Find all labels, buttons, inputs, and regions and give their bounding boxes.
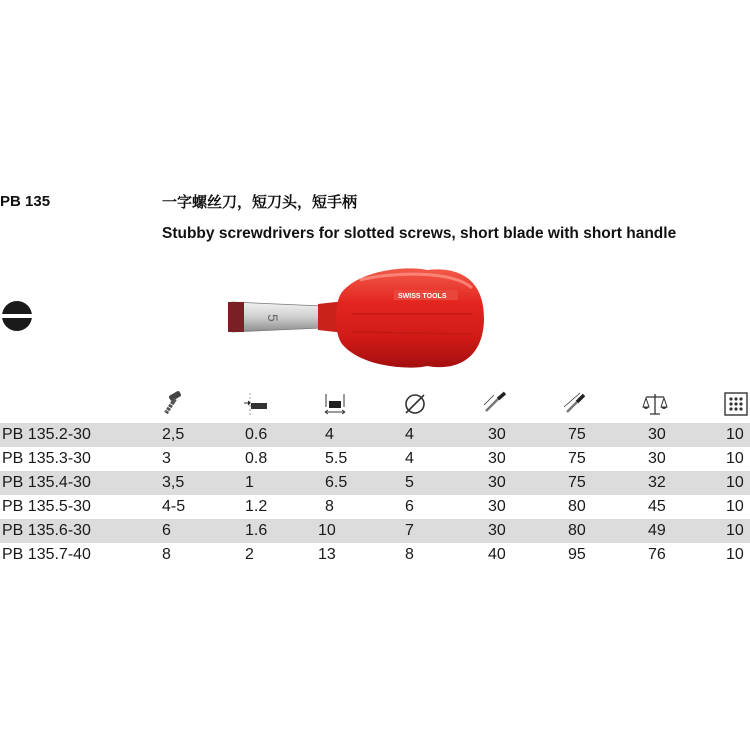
- screw-size: 3: [162, 450, 171, 467]
- screw-size: 2,5: [162, 426, 185, 443]
- blade-length: 30: [488, 522, 506, 539]
- blade-marking-text: 5: [265, 314, 281, 322]
- table-row: [0, 471, 750, 495]
- screw-size: 3,5: [162, 474, 185, 491]
- blade-thickness: 0.6: [245, 426, 268, 443]
- title-english: Stubby screwdrivers for slotted screws, short blade with short handle: [162, 225, 677, 242]
- article-number: PB 135.4-30: [2, 474, 91, 491]
- blade-length: 30: [488, 498, 506, 515]
- package-quantity: 10: [726, 474, 744, 491]
- table-row: [0, 543, 750, 567]
- weight: 45: [648, 498, 666, 515]
- diameter: 8: [405, 546, 414, 563]
- diameter: 5: [405, 474, 414, 491]
- weight: 49: [648, 522, 666, 539]
- diameter: 6: [405, 498, 414, 515]
- handle-brand-text: SWISS TOOLS: [398, 293, 447, 300]
- overall-length: 80: [568, 498, 586, 515]
- overall-length: 75: [568, 426, 586, 443]
- blade-length: 30: [488, 426, 506, 443]
- weight: 30: [648, 450, 666, 467]
- diameter-icon: [402, 391, 428, 417]
- screw-size: 4-5: [162, 498, 186, 515]
- title-chinese: 一字螺丝刀，短刀头，短手柄: [162, 193, 358, 211]
- blade-thickness: 1: [245, 474, 254, 491]
- article-number: PB 135.6-30: [2, 522, 91, 539]
- screw-icon: [160, 391, 186, 417]
- article-number: PB 135.7-40: [2, 546, 91, 563]
- package-quantity: 10: [726, 426, 744, 443]
- product-code: PB 135: [0, 193, 51, 210]
- weight: 30: [648, 426, 666, 443]
- blade-width: 8: [325, 498, 334, 515]
- table-row: [0, 423, 750, 447]
- package-quantity-icon: [723, 391, 749, 417]
- screw-size: 8: [162, 546, 171, 563]
- weight-scale-icon: [642, 391, 668, 417]
- table-row: [0, 519, 750, 543]
- screwdriver-image: [222, 262, 492, 374]
- package-quantity: 10: [726, 546, 744, 563]
- blade-length-icon: [482, 391, 508, 417]
- blade-length: 40: [488, 546, 506, 563]
- blade-length: 30: [488, 450, 506, 467]
- diameter: 4: [405, 450, 414, 467]
- article-number: PB 135.5-30: [2, 498, 91, 515]
- overall-length: 75: [568, 474, 586, 491]
- article-number: PB 135.3-30: [2, 450, 91, 467]
- package-quantity: 10: [726, 450, 744, 467]
- package-quantity: 10: [726, 498, 744, 515]
- screw-size: 6: [162, 522, 171, 539]
- blade-width: 10: [318, 522, 336, 539]
- blade-thickness: 2: [245, 546, 254, 563]
- blade-thickness: 1.2: [245, 498, 268, 515]
- blade-width-icon: [322, 391, 348, 417]
- blade-width: 6.5: [325, 474, 348, 491]
- overall-length: 95: [568, 546, 586, 563]
- blade-thickness-icon: [242, 391, 268, 417]
- blade-width: 4: [325, 426, 334, 443]
- diameter: 4: [405, 426, 414, 443]
- blade-thickness: 1.6: [245, 522, 268, 539]
- package-quantity: 10: [726, 522, 744, 539]
- slotted-screw-icon: [2, 301, 32, 331]
- table-row: [0, 447, 750, 471]
- overall-length-icon: [562, 391, 588, 417]
- blade-width: 5.5: [325, 450, 348, 467]
- diameter: 7: [405, 522, 414, 539]
- overall-length: 80: [568, 522, 586, 539]
- overall-length: 75: [568, 450, 586, 467]
- article-number: PB 135.2-30: [2, 426, 91, 443]
- blade-width: 13: [318, 546, 336, 563]
- table-header-icons: [0, 391, 750, 417]
- blade-thickness: 0.8: [245, 450, 268, 467]
- table-row: [0, 495, 750, 519]
- weight: 76: [648, 546, 666, 563]
- weight: 32: [648, 474, 666, 491]
- blade-length: 30: [488, 474, 506, 491]
